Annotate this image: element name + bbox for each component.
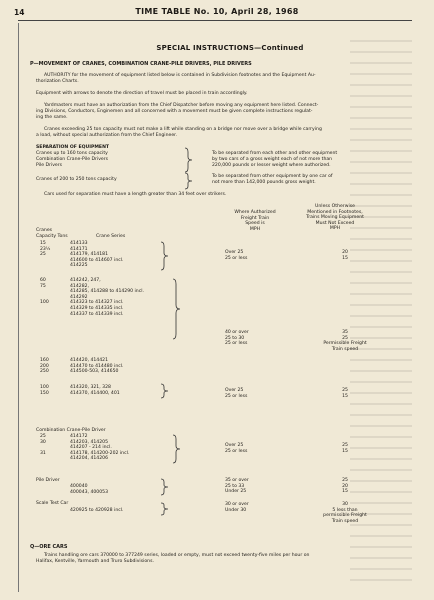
ore-cars-line-1: Trains handling ore cars 370000 to 377249 series, loaded or empty, must not exceed twenty-five miles per hour on [44, 553, 310, 558]
separation-rule-1-line-1: To be separated from each other and other equipment [212, 151, 338, 156]
separation-item-combination: Combination Crane-Pile Drivers [36, 157, 109, 162]
scale-test-car-max-speeds: 30 5 less than permissible Freight Train speed [323, 502, 367, 524]
separation-brace-2 [184, 172, 194, 190]
pile-driver-label: Pile Driver [36, 478, 60, 483]
pile-driver-brace [160, 478, 170, 496]
separation-item-large-cranes: Cranes of 200 to 250 tons capacity [36, 177, 117, 182]
cranes-bridge-line-1: Cranes exceeding 25 ton capacity must not make a lift while standing on a bridge nor move over a bridge while carrying [44, 127, 322, 132]
ore-cars-line-2: Halifax, Kentville, Yarmouth and Truro Subdivisions. [36, 559, 154, 564]
separation-rule-1-line-2: by two cars of a gross weight each of not more than [212, 157, 333, 162]
section-title: SPECIAL INSTRUCTIONS—Continued [156, 44, 304, 52]
group-4-where-speeds: Over 25 25 or less [225, 388, 248, 399]
scale-test-car-label: Scale Test Car [36, 501, 69, 506]
section-p-heading: P—MOVEMENT OF CRANES, COMBINATION CRANE-PILE DRIVERS, PILE DRIVERS [30, 61, 252, 67]
crane-series-column-header: Crane Series [96, 234, 126, 239]
combination-label: Combination Crane-Pile Driver [36, 428, 106, 433]
page-number: 14 [14, 8, 25, 17]
group-2-where-speeds: 40 or over 25 to 30 25 or less [225, 330, 249, 347]
group-1-where-speeds: Over 25 25 or less [225, 250, 248, 261]
authority-line-1: AUTHORITY for the movement of equipment listed below is contained in Subdivision footnotes and the Equipment Au- [44, 73, 316, 78]
separation-item-cranes: Cranes up to 160 tons capacity [36, 151, 108, 156]
separation-item-pile-drivers: Pile Drivers [36, 163, 63, 168]
pile-driver-max-speeds: 25 20 15 [342, 478, 348, 495]
cranes-bridge-line-2: a load, without special authorization from the Chief Engineer. [36, 133, 178, 138]
authority-line-2: thorization Charts. [36, 79, 79, 84]
pile-driver-series: 400040 400043, 400053 [70, 484, 108, 495]
group-5-capacities: 25 30 31 [40, 434, 46, 456]
separation-rule-2-line-2: not more than 142,000 pounds gross weight. [212, 180, 316, 185]
group-2-capacities: 60 75 100 [40, 278, 49, 306]
group-2-max-speeds: 35 25 Permissible Freight Train speed [323, 330, 367, 352]
group-1-max-speeds: 20 15 [342, 250, 348, 261]
group-5-where-speeds: Over 25 25 or less [225, 443, 248, 454]
column-header-unless: Unless Otherwise Mentioned in Footnotes, Trains Moving Equipment Must Not Exceed MPH [306, 204, 364, 232]
scale-test-car-where-speeds: 30 or over Under 30 [225, 502, 249, 513]
scale-test-car-series: 420925 to 420928 incl. [70, 508, 124, 513]
group-5-brace [172, 434, 182, 464]
separation-heading: SEPARATION OF EQUIPMENT [36, 145, 110, 150]
yardmasters-line-3: ing the same. [36, 115, 68, 120]
pile-driver-where-speeds: 35 or over 25 to 33 Under 25 [225, 478, 249, 495]
group-5-max-speeds: 25 15 [342, 443, 348, 454]
page-header-title: TIME TABLE No. 10, April 28, 1968 [135, 7, 299, 16]
arrows-paragraph: Equipment with arrows to denote the direction of travel must be placed in train accordingly. [36, 91, 248, 96]
column-header-where-authorized: Where Authorized Freight Train Speed is MPH [234, 210, 276, 232]
group-1-capacities: 15 23½ 25 [40, 241, 51, 258]
separation-cars-note: Cars used for separation must have a length greater than 34 feet over strikers. [44, 192, 227, 197]
group-2-series: 414242, 247, 414282, 414285, 414288 to 414290 incl. 414292 414323 to 414327 incl. 414329 to 414335 incl. 414337 to 414339 incl. [70, 278, 144, 317]
group-1-series: 414133 414171 414179, 414181 414600 to 414607 incl. 414225 [70, 241, 124, 269]
group-1-brace [160, 241, 170, 271]
group-3-capacities: 160 200 250 [40, 358, 49, 375]
group-3-series: 414420, 414421 414470 to 414480 incl. 414500-503, 414650 [70, 358, 124, 375]
cranes-label: Cranes [36, 228, 53, 233]
group-4-capacities: 100 150 [40, 385, 49, 396]
group-4-series: 414320, 321, 328 414370, 414400, 401 [70, 385, 120, 396]
yardmasters-line-2: ing Divisions, Conductors, Enginemen and all concerned with a movement must be given complete instructions regulat- [36, 109, 313, 114]
group-2-brace [172, 278, 182, 340]
separation-rule-2-line-1: To be separated from other equipment by one car of [212, 174, 333, 179]
scale-test-car-brace [160, 502, 170, 516]
yardmasters-line-1: Yardmasters must have an authorization from the Chief Dispatcher before moving any equipment here listed. Connect- [44, 103, 319, 108]
group-4-max-speeds: 25 15 [342, 388, 348, 399]
separation-brace-1 [184, 147, 194, 173]
separation-rule-1-line-3: 220,000 pounds or lesser weight where authorized. [212, 163, 331, 168]
capacity-column-header: Capacity Tons [36, 234, 68, 239]
group-4-brace [160, 383, 170, 399]
section-q-heading: Q—ORE CARS [30, 544, 68, 550]
group-5-series: 414172 414203, 414205 414207 - 214 incl. 414178, 414200-202 incl. 414204, 414206 [70, 434, 130, 462]
header-rule [18, 20, 412, 21]
